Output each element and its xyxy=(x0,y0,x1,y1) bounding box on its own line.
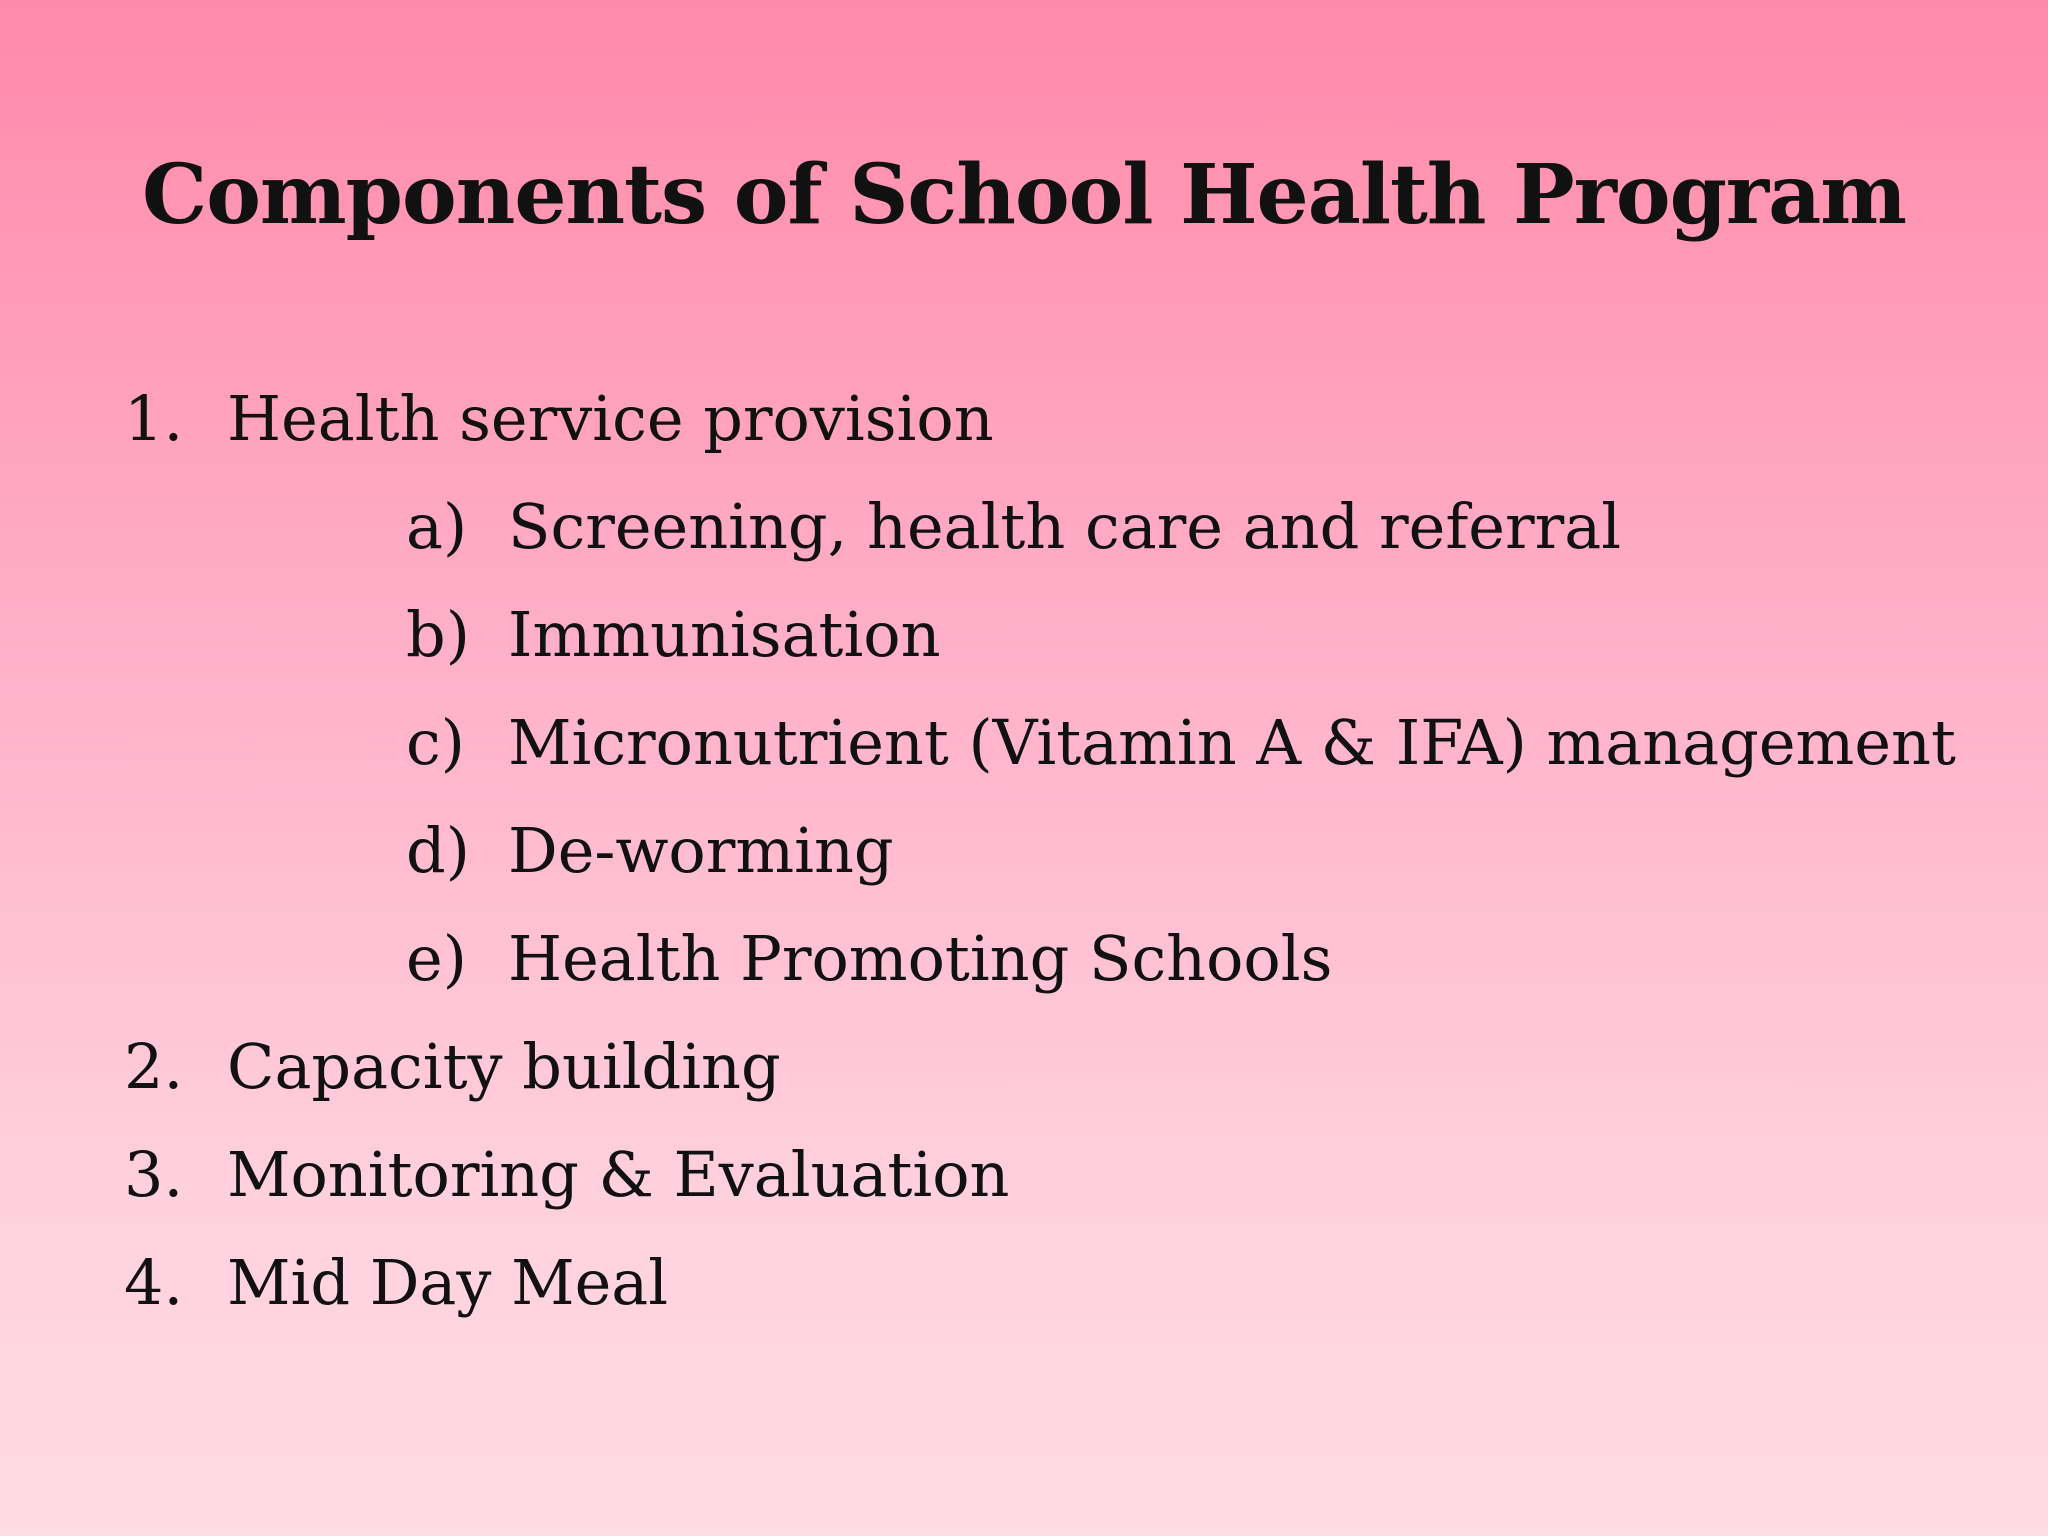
list-item-mid-day-meal xyxy=(0,1229,2048,1337)
sub-item-text: Micronutrient (Vitamin A & IFA) management xyxy=(508,706,1956,779)
sub-item-micronutrient xyxy=(0,689,2048,797)
list-item-number: 2. xyxy=(124,1030,184,1103)
list-item-number: 1. xyxy=(124,382,184,455)
list-item-health-service-provision xyxy=(0,365,2048,473)
list-item-text: Capacity building xyxy=(227,1030,781,1103)
sub-item-letter: c) xyxy=(406,706,465,779)
sub-item-text: De-worming xyxy=(508,814,894,887)
sub-item-health-promoting-schools xyxy=(0,905,2048,1013)
sub-item-letter: d) xyxy=(406,814,470,887)
sub-item-text: Health Promoting Schools xyxy=(508,922,1333,995)
list-item-text: Monitoring & Evaluation xyxy=(227,1138,1010,1211)
sub-item-text: Immunisation xyxy=(508,598,941,671)
list-item-capacity-building xyxy=(0,1013,2048,1121)
sub-item-letter: b) xyxy=(406,598,470,671)
list-item-text: Mid Day Meal xyxy=(227,1246,669,1319)
list-item-number: 3. xyxy=(124,1138,184,1211)
list-item-monitoring-evaluation xyxy=(0,1121,2048,1229)
sub-item-deworming xyxy=(0,797,2048,905)
sub-item-text: Screening, health care and referral xyxy=(508,490,1622,563)
sub-item-letter: a) xyxy=(406,490,468,563)
slide-title: Components of School Health Program xyxy=(141,147,1907,243)
list-item-text: Health service provision xyxy=(227,382,994,455)
list-item-number: 4. xyxy=(124,1246,184,1319)
sub-item-letter: e) xyxy=(406,922,467,995)
component-list xyxy=(0,365,2048,1337)
sub-item-screening xyxy=(0,473,2048,581)
sub-item-immunisation xyxy=(0,581,2048,689)
